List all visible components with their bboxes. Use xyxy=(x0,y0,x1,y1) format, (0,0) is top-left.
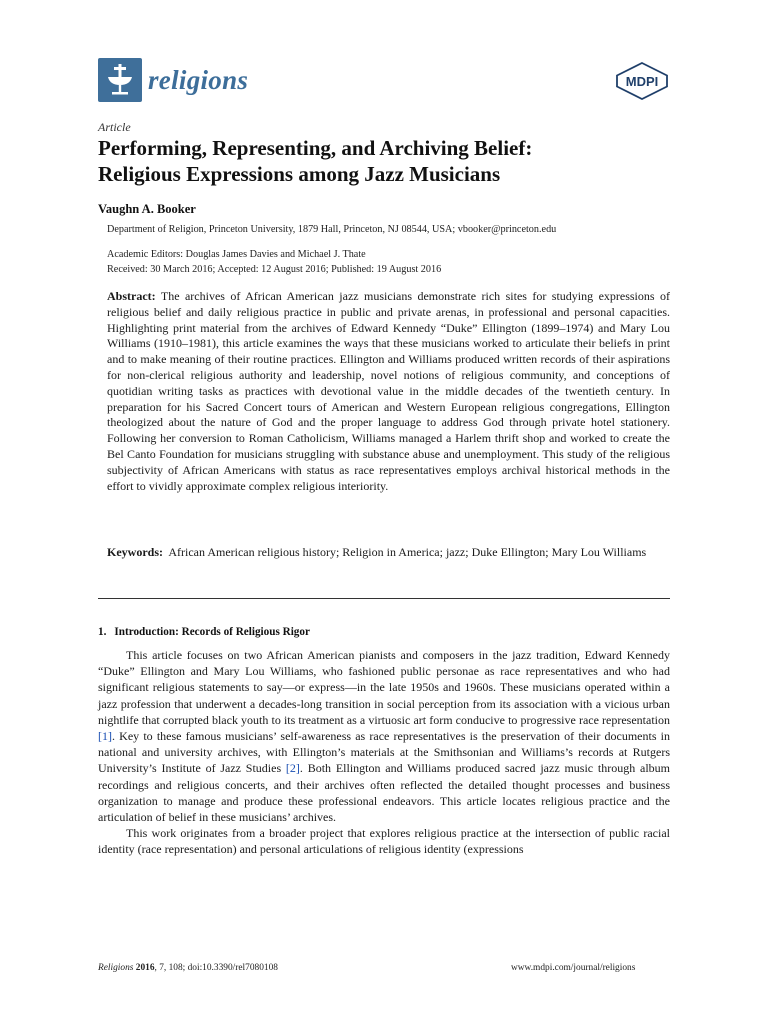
publication-dates: Received: 30 March 2016; Accepted: 12 August 2016; Published: 19 August 2016 xyxy=(107,264,442,275)
paragraph-1 xyxy=(98,647,670,825)
keywords-text: African American religious history; Religion in America; jazz; Duke Ellington; Mary Lou Williams xyxy=(168,545,647,559)
abstract xyxy=(107,289,670,494)
section-heading xyxy=(98,626,310,638)
affiliation: Department of Religion, Princeton University, 1879 Hall, Princeton, NJ 08544, USA; vbooker@princeton.edu xyxy=(107,224,557,235)
keywords-label: Keywords: xyxy=(107,545,163,559)
footer-year: 2016 xyxy=(135,963,155,973)
footer-doi: , 7, 108; doi:10.3390/rel7080108 xyxy=(154,963,278,973)
abstract-label: Abstract: xyxy=(107,289,156,303)
footer-citation xyxy=(98,963,278,973)
abstract-text: The archives of African American jazz musicians demonstrate rich sites for studying expressions of religious belief and daily religious practice in public and private arenas, in professional and personal capacities. Highlighting print material from the archives of Edward Kennedy “Duke” Ellington (1899–1974) and Mary Lou Williams (1910–1981), this article examines the ways that these musicians worked to articulate their beliefs in print and to make meaning of their routine practices. Ellington and Williams produced written records of their aspirations for non-clerical religious authority and leadership, novel notions of religious community, and conceptions of quotidian writing tasks as practices with devotional value in the middle decades of the twentieth century. In preparation for his Sacred Concert tours of American and Western European religious congregations, Ellington theologized about the nature of God and the proper language to address God through private hotel stationery. Following her conversion to Roman Catholicism, Williams managed a Harlem thrift shop and worked to create the Bel Canto Foundation for musicians struggling with substance abuse and unemployment. This study of the religious subjectivity of African Americans with status as race representatives employs archival historical methods in the effort to vividly approximate complex religious interiority. xyxy=(107,289,670,493)
paragraph-2: This work originates from a broader project that explores religious practice at the intersection of public racial identity (race representation) and personal articulations of religious identity (expressions xyxy=(98,826,670,857)
section-number: 1. xyxy=(98,626,107,638)
chalice-cross-icon xyxy=(98,58,142,102)
paragraph-text: This article focuses on two African American pianists and composers in the jazz tradition, Edward Kennedy “Duke” Ellington and Mary Lou Williams, who fashioned public personae as race representatives and who had significant religious statements to say—or express—in the late 1950s and 1960s. These musicians operated within a jazz profession that underwent a decades-long transition in social perception from its association with a vicious urban nightlife that corrupted black youth to its treatment as a virtuosic art form conducive to progressive race representation xyxy=(98,648,670,727)
page-title xyxy=(98,135,678,187)
publisher-logo xyxy=(614,62,670,100)
paragraph-text: . Both Ellington and Williams produced sacred jazz music through album recordings and religious concerts, and their archives often reflected the detailed thought processes and business organization to manage and produce these professional endeavors. This article locates religious practice and the articulation of belief in these musicians’ archives. xyxy=(98,761,671,825)
body-text xyxy=(98,647,670,858)
paragraph-text: . Key to these famous musicians’ self-awareness as race representatives is the preservation of their documents in national and university archives, with Ellington’s materials at the Smithsonian and Williams’s records at Rutgers University’s Institute of Jazz Studies xyxy=(98,729,670,776)
title-line-1: Performing, Representing, and Archiving Belief: xyxy=(98,136,533,160)
academic-editors: Academic Editors: Douglas James Davies and Michael J. Thate xyxy=(107,249,366,260)
article-type: Article xyxy=(98,120,131,134)
keywords xyxy=(107,545,670,561)
citation-link-1[interactable]: [1] xyxy=(98,729,112,744)
author-name: Vaughn A. Booker xyxy=(98,202,196,216)
journal-logo xyxy=(98,58,248,102)
journal-name: religions xyxy=(148,64,249,95)
citation-link-2[interactable]: [2] xyxy=(285,761,300,776)
footer-url[interactable]: www.mdpi.com/journal/religions xyxy=(511,963,636,973)
publisher-name: MDPI xyxy=(625,74,659,89)
section-divider xyxy=(98,598,670,599)
section-title: Introduction: Records of Religious Rigor xyxy=(114,626,310,638)
footer-journal: Religions xyxy=(98,963,134,973)
title-line-2: Religious Expressions among Jazz Musicians xyxy=(98,162,501,186)
